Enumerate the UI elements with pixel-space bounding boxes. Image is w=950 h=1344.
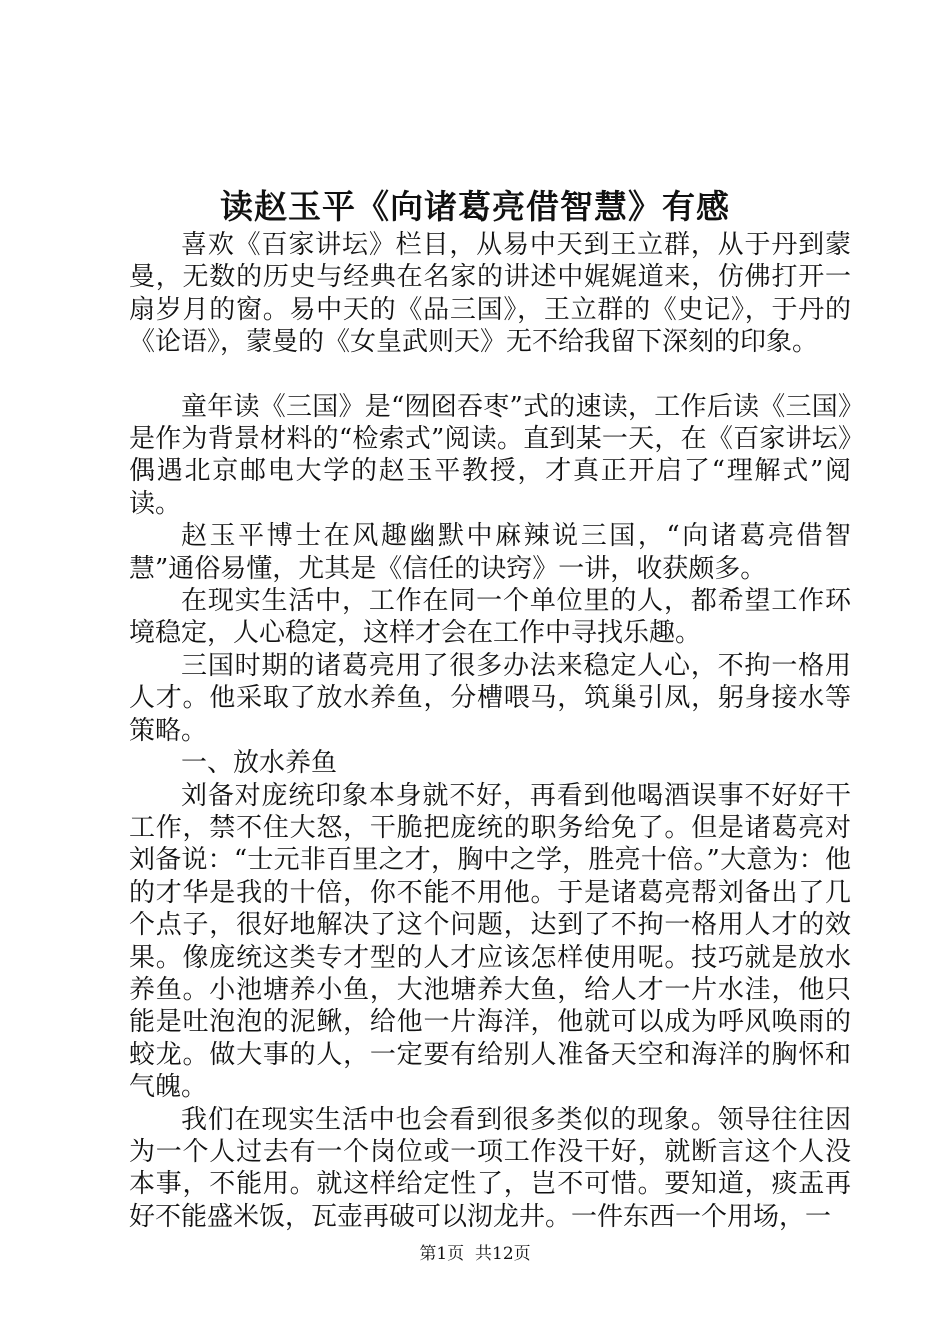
page-total: 共12页 (475, 1244, 531, 1264)
paragraph-childhood-reading: 童年读《三国》是“囫囵吞枣”式的速读，工作后读《三国》是作为背景材料的“检索式”阅读。直到某一天，在《百家讲坛》偶遇北京邮电大学的赵玉平教授，才真正开启了“理解式”阅读。 (129, 391, 851, 519)
paragraph-real-life: 在现实生活中，工作在同一个单位里的人，都希望工作环境稳定，人心稳定，这样才会在工作中寻找乐趣。 (129, 586, 851, 649)
paragraph-intro: 喜欢《百家讲坛》栏目，从易中天到王立群，从于丹到蒙曼，无数的历史与经典在名家的讲述中娓娓道来，仿佛打开一扇岁月的窗。易中天的《品三国》，王立群的《史记》，于丹的《论语》，蒙曼的《女皇武则天》无不给我留下深刻的印象。 (129, 230, 851, 358)
section-heading-1: 一、放水养鱼 (181, 748, 338, 779)
page-number: 第1页 (419, 1244, 465, 1264)
document-title: 读赵玉平《向诸葛亮借智慧》有感 (220, 187, 730, 226)
paragraph-strategies: 三国时期的诸葛亮用了很多办法来稳定人心，不拘一格用人才。他采取了放水养鱼，分槽喂马，筑巢引凤，躬身接水等策略。 (129, 650, 851, 746)
paragraph-pangtong: 刘备对庞统印象本身就不好，再看到他喝酒误事不好好干工作，禁不住大怒，干脆把庞统的职务给免了。但是诸葛亮对刘备说：“士元非百里之才，胸中之学，胜亮十倍。”大意为：他的才华是我的十倍，你不能不用他。于是诸葛亮帮刘备出了几个点子，很好地解决了这个问题，达到了不拘一格用人才的效果。像庞统这类专才型的人才应该怎样使用呢。技巧就是放水养鱼。小池塘养小鱼，大池塘养大鱼，给人才一片水洼，他只能是吐泡泡的泥鳅，给他一片海洋，他就可以成为呼风唤雨的蛟龙。做大事的人，一定要有给别人准备天空和海洋的胸怀和气魄。 (129, 780, 851, 1103)
document-body (129, 229, 851, 1233)
paragraph-similar-phenomena: 我们在现实生活中也会看到很多类似的现象。领导往往因为一个人过去有一个岗位或一项工作没干好，就断言这个人没本事，不能用。就这样给定性了，岂不可惜。要知道，痰盂再好不能盛米饭，瓦壶再破可以沏龙井。一件东西一个用场，一 (129, 1104, 851, 1232)
paragraph-zhao-yuping: 赵玉平博士在风趣幽默中麻辣说三国，“向诸葛亮借智慧”通俗易懂，尤其是《信任的诀窍》一讲，收获颇多。 (129, 521, 851, 584)
page-footer (0, 1242, 950, 1266)
footer-spacer (464, 1244, 475, 1264)
